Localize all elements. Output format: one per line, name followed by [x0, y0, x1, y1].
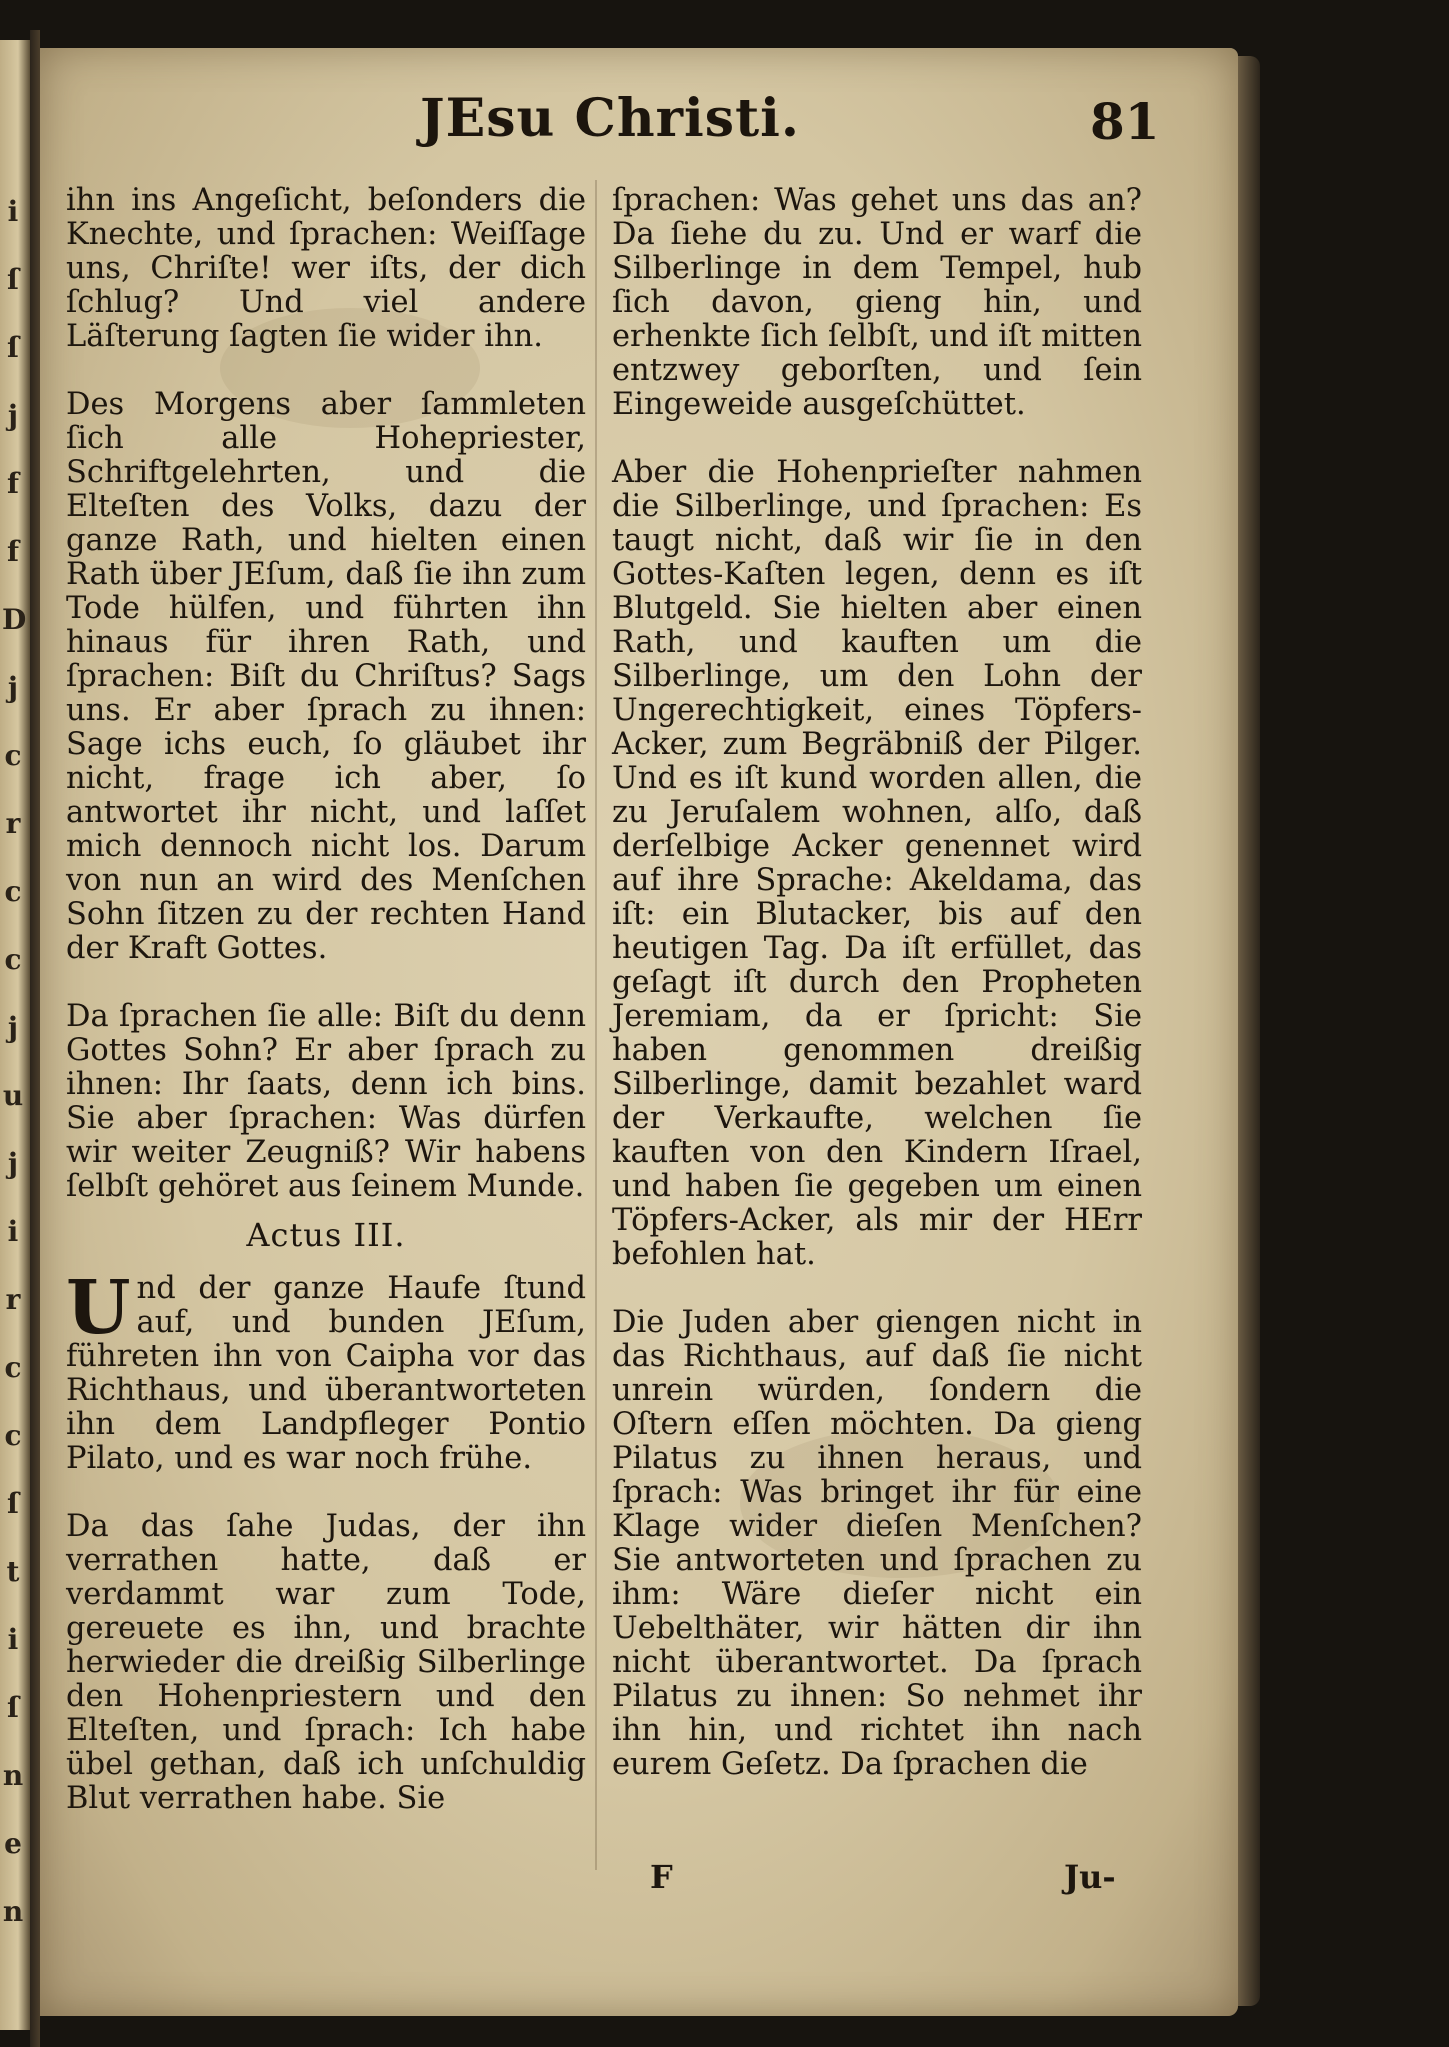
paragraph: Des Morgens aber ſammleten ſich alle Hohepriester, Schriftgelehrten, und die Elteſten des Volks, dazu der ganze Rath, und hielten einen Rath über JEſum, daß ſie ihn zum Tode hülfen, und führten ihn hinaus für ihren Rath, und ſprachen: Biſt du Chriſtus? Sags uns. Er aber ſprach zu ihnen: Sage ichs euch, ſo gläubet ihr nicht, frage ich aber, ſo antwortet ihr nicht, und laſſet mich dennoch nicht los. Darum von nun an wird des Menſchen Sohn ſitzen zu der rechten Hand der Kraft Gottes. — [66, 387, 586, 966]
left-page-letter: j — [7, 399, 19, 432]
paragraph: Da das ſahe Judas, der ihn verrathen hatte, daß er verdammt war zum Tode, gereuete es ihn, und brachte herwieder die dreißig Silberlinge den Hohenpriestern und den Elteſten, und ſprach: Ich habe übel gethan, daß ich unſchuldig Blut verrathen habe. Sie — [66, 1509, 586, 1816]
left-page-letter: i — [7, 1215, 19, 1248]
left-page-letter: ſ — [6, 1691, 20, 1724]
left-page-letter: n — [2, 1759, 24, 1792]
left-page-letter: n — [2, 1895, 24, 1928]
catchword: Ju- — [1064, 1858, 1116, 1896]
left-page-letter: e — [4, 1827, 22, 1860]
paragraph-text: nd der ganze Haufe ſtund auf, und bunden JEſum, führeten ihn von Caipha vor das Richthaus, und überantworteten ihn dem Landpfleger Pontio Pilato, und es war noch frühe. — [66, 1271, 586, 1476]
section-heading: Actus III. — [246, 1216, 406, 1254]
paragraph: Die Juden aber giengen nicht in das Richthaus, auf daß ſie nicht unrein würden, ſondern die Oſtern eſſen möchten. Da gieng Pilatus zu ihnen heraus, und ſprach: Was bringet ihr für eine Klage wider dieſen Menſchen? Sie antworteten und ſprachen zu ihm: Wäre dieſer nicht ein Uebelthäter, wir hätten dir ihn nicht überantwortet. Da ſprach Pilatus zu ihnen: So nehmet ihr ihn hin, und richtet ihn nach eurem Geſetz. Da ſprachen die — [612, 1305, 1142, 1782]
paragraph: ſprachen: Was gehet uns das an? Da ſiehe du zu. Und er warf die Silberlinge in dem Tempel, hub ſich davon, gieng hin, und erhenkte ſich ſelbſt, und iſt mitten entzwey geborſten, und ſein Eingeweide ausgeſchüttet. — [612, 183, 1142, 422]
paragraph: Aber die Hohenprieſter nahmen die Silberlinge, und ſprachen: Es taugt nicht, daß wir ſie in den Gottes-Kaſten legen, denn es iſt Blutgeld. Sie hielten aber einen Rath, und kauften um die Silberlinge, um den Lohn der Ungerechtigkeit, eines Töpfers-Acker, zum Begräbniß der Pilger. Und es iſt kund worden allen, die zu Jeruſalem wohnen, alſo, daß derſelbige Acker genennet wird auf ihre Sprache: Akeldama, das iſt: ein Blutacker, bis auf den heutigen Tag. Da iſt erfüllet, das geſagt iſt durch den Propheten Jeremiam, da er ſpricht: Sie haben genommen dreißig Silberlinge, damit bezahlet ward der Verkaufte, welchen ſie kauften von den Kindern Iſrael, und haben ſie gegeben um einen Töpfers-Acker, als mir der HErr befohlen hat. — [612, 455, 1142, 1272]
left-page-letter: ſ — [6, 331, 20, 364]
left-page-letter: i — [7, 1623, 19, 1656]
column-divider — [595, 180, 597, 1870]
signature-mark: F — [650, 1858, 673, 1896]
page-number: 81 — [1090, 92, 1160, 151]
paragraph: Da ſprachen ſie alle: Biſt du denn Gottes Sohn? Er aber ſprach zu ihnen: Ihr ſaats, denn ich bins. Sie aber ſprachen: Was dürfen wir weiter Zeugniß? Wir habens ſelbſt gehöret aus ſeinem Munde. — [66, 999, 586, 1204]
left-page-letter: t — [6, 1555, 20, 1588]
running-head: JEsu Christi. — [420, 88, 800, 149]
left-page-letter: ſ — [6, 263, 20, 296]
left-page-letter: u — [2, 1079, 24, 1112]
left-column — [66, 184, 586, 1816]
left-page-letter: c — [4, 943, 22, 976]
left-page-letter: c — [4, 1351, 22, 1384]
left-page-letter: c — [4, 739, 22, 772]
right-column — [612, 184, 1142, 1782]
paragraph: ihn ins Angeſicht, beſonders die Knechte, und ſprachen: Weiſſage uns, Chriſte! wer iſts, der dich ſchlug? Und viel andere Läſterung ſagten ſie wider ihn. — [66, 183, 586, 354]
left-page-letter: c — [4, 875, 22, 908]
left-page-letter: j — [7, 671, 19, 704]
book-gutter — [30, 30, 40, 2047]
left-page-letter: i — [7, 195, 19, 228]
left-page-letter: j — [7, 1011, 19, 1044]
left-page-letter: j — [7, 1147, 19, 1180]
drop-cap: U — [66, 1265, 131, 1351]
left-page-letter: f — [6, 535, 20, 568]
paragraph-with-dropcap — [66, 1265, 586, 1476]
page-right-edge — [1238, 56, 1260, 2006]
left-page-letter: c — [4, 1419, 22, 1452]
left-page-letter: D — [2, 603, 27, 636]
left-page-letter: ſ — [6, 1487, 20, 1520]
left-page-letter: r — [5, 1283, 21, 1316]
left-page-letter: r — [5, 807, 21, 840]
previous-page-edge — [0, 40, 30, 2030]
left-page-letter: f — [6, 467, 20, 500]
